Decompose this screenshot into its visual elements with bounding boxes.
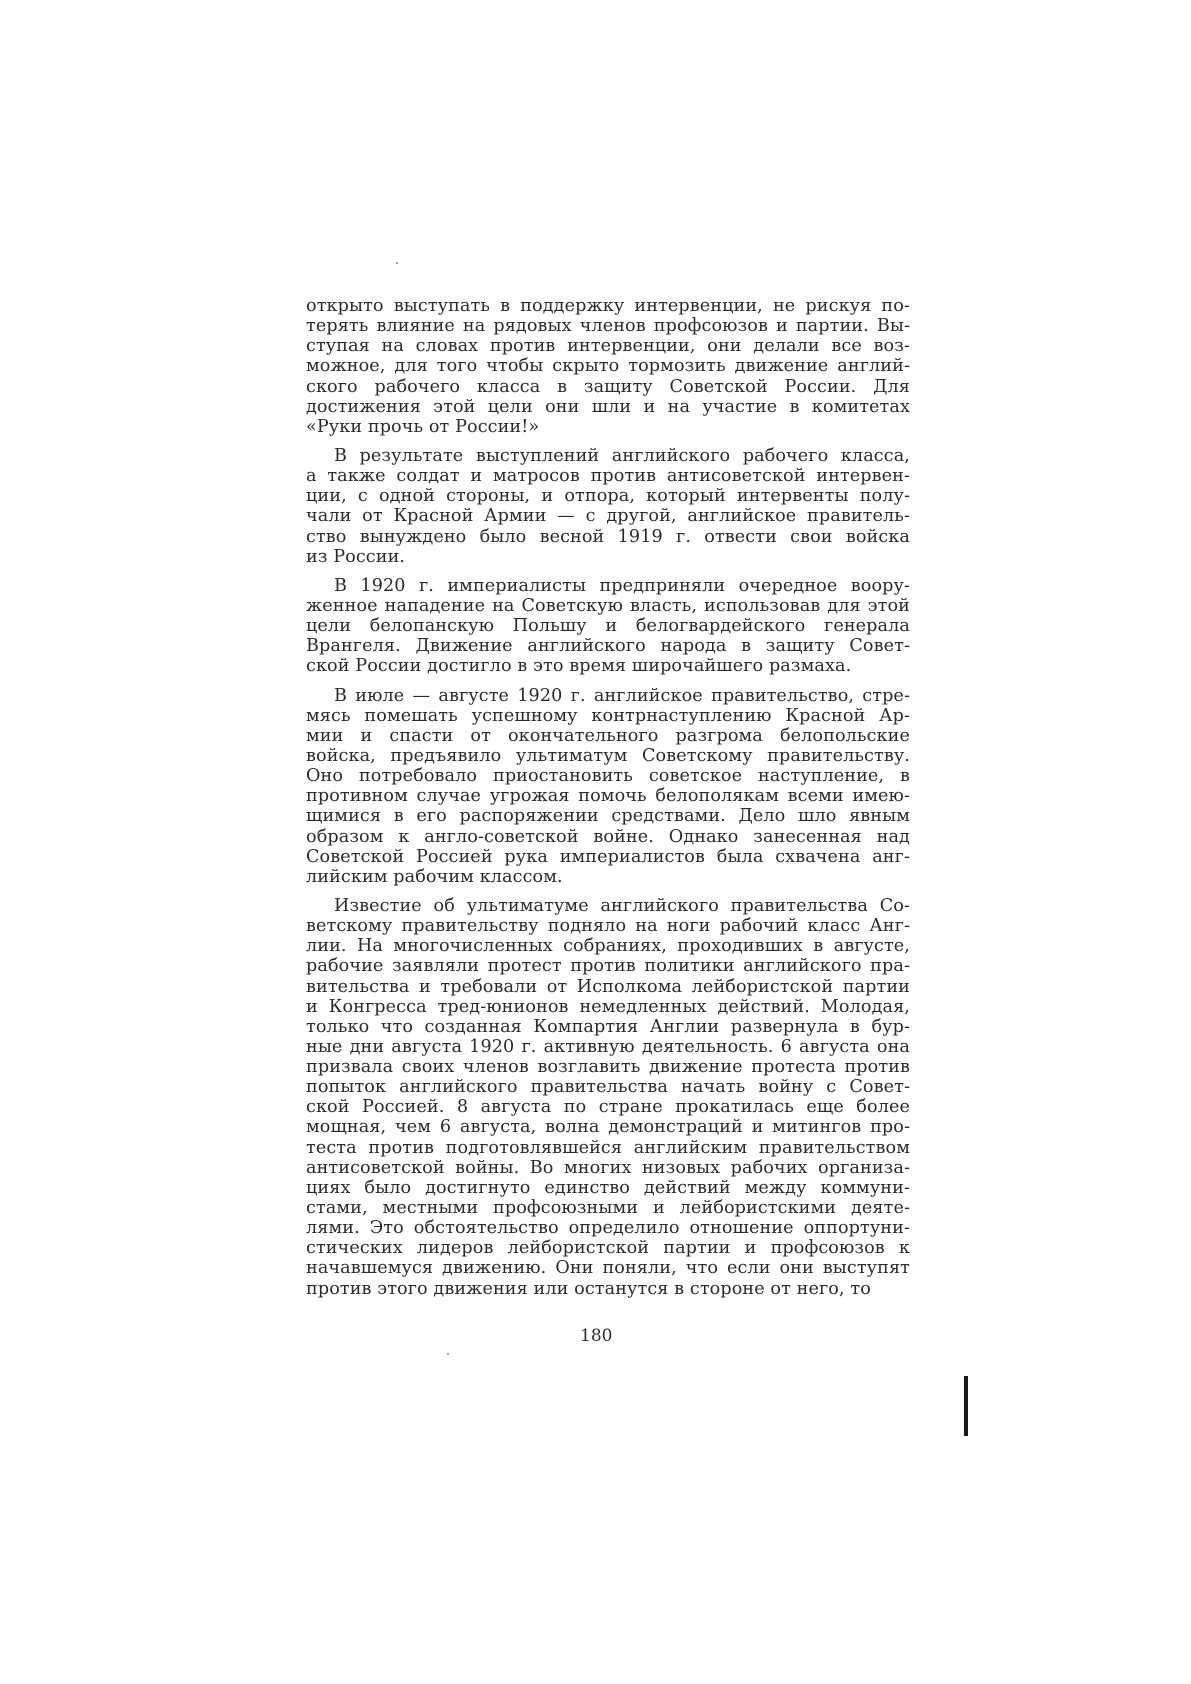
text-line: Советской Россией рука империалистов была схвачена анг- <box>306 846 910 867</box>
text-line: терять влияние на рядовых членов профсоюзов и партии. Вы- <box>306 316 910 337</box>
text-line: только что созданная Компартия Англии развернула в бур- <box>306 1016 910 1037</box>
text-line: лийским рабочим классом. <box>306 866 563 887</box>
paragraph <box>306 896 910 1299</box>
text-line: а также солдат и матросов против антисоветской интервен- <box>306 466 910 487</box>
body-text <box>306 296 910 1299</box>
text-line: ского рабочего класса в защиту Советской России. Для <box>306 376 910 397</box>
text-line: против этого движения или останутся в стороне от него, то <box>306 1278 871 1299</box>
paragraph-gap <box>306 677 910 686</box>
speck-mark <box>396 262 398 264</box>
text-line: рабочие заявляли протест против политики английского пра- <box>306 956 910 977</box>
scan-edge-mark <box>964 1376 968 1436</box>
text-line: антисоветской войны. Во многих низовых рабочих организа- <box>306 1157 910 1178</box>
paragraph-gap <box>306 437 910 446</box>
text-line: мии и спасти от окончательного разгрома белопольские <box>306 725 910 746</box>
text-line: вительства и требовали от Исполкома лейбористской партии <box>306 976 910 997</box>
text-line: стических лидеров лейбористской партии и профсоюзов к <box>306 1238 910 1259</box>
text-line: В 1920 г. империалисты предприняли очередное воору- <box>334 575 910 596</box>
text-line: мясь помешать успешному контрнаступлению Красной Ар- <box>306 705 910 726</box>
text-line: Врангеля. Движение английского народа в защиту Совет- <box>306 636 910 657</box>
text-line: щимися в его распоряжении средствами. Дело шло явным <box>306 806 910 827</box>
paragraph <box>306 446 910 567</box>
paragraph <box>306 296 910 437</box>
paragraph-gap <box>306 567 910 576</box>
text-line: циях было достигнуто единство действий между коммуни- <box>306 1177 910 1198</box>
page-number: 180 <box>580 1326 613 1346</box>
text-line: Оно потребовало приостановить советское наступление, в <box>306 766 910 787</box>
text-line: ветскому правительству подняло на ноги рабочий класс Анг- <box>306 916 910 937</box>
text-line: мощная, чем 6 августа, волна демонстраций и митингов про- <box>306 1117 910 1138</box>
text-line: открыто выступать в поддержку интервенции, не рискуя по- <box>306 296 910 316</box>
text-line: образом к англо-советской войне. Однако занесенная над <box>306 826 910 847</box>
text-line: можное, для того чтобы скрыто тормозить движение англий- <box>306 356 910 377</box>
text-line: ство вынуждено было весной 1919 г. отвести свои войска <box>306 526 910 547</box>
paragraph <box>306 686 910 887</box>
text-line: цели белопанскую Польшу и белогвардейского генерала <box>306 616 910 637</box>
text-line: чали от Красной Армии — с другой, английское правитель- <box>306 506 910 527</box>
text-line: и Конгресса тред-юнионов немедленных действий. Молодая, <box>306 996 910 1017</box>
text-line: ные дни августа 1920 г. активную деятельность. 6 августа она <box>306 1036 910 1057</box>
text-line: достижения этой цели они шли и на участие в комитетах <box>306 396 910 417</box>
text-line: ской Россией. 8 августа по стране прокатилась еще более <box>306 1097 910 1118</box>
text-line: Известие об ультиматуме английского правительства Со- <box>334 895 910 916</box>
text-line: войска, предъявило ультиматум Советскому правительству. <box>306 745 910 766</box>
text-line: ской России достигло в это время широчайшего размаха. <box>306 656 852 677</box>
text-line: стами, местными профсоюзными и лейбористскими деяте- <box>306 1198 910 1219</box>
text-line: теста против подготовлявшейся английским правительством <box>306 1137 910 1158</box>
text-line: призвала своих членов возглавить движение протеста против <box>306 1057 910 1078</box>
text-line: начавшемуся движению. Они поняли, что если они выступят <box>306 1258 910 1279</box>
text-line: попыток английского правительства начать войну с Совет- <box>306 1077 910 1098</box>
text-line: из России. <box>306 546 406 567</box>
text-line: В результате выступлений английского рабочего класса, <box>334 445 910 466</box>
text-line: лями. Это обстоятельство определило отношение оппортуни- <box>306 1218 910 1239</box>
text-line: женное нападение на Советскую власть, использовав для этой <box>306 595 910 616</box>
text-line: ции, с одной стороны, и отпора, который интервенты полу- <box>306 486 910 507</box>
text-line: ступая на словах против интервенции, они делали все воз- <box>306 336 910 357</box>
paragraph <box>306 576 910 677</box>
paragraph-gap <box>306 887 910 896</box>
text-line: «Руки прочь от России!» <box>306 416 540 437</box>
text-line: В июле — августе 1920 г. английское правительство, стре- <box>334 685 910 706</box>
text-line: лии. На многочисленных собраниях, проходивших в августе, <box>306 936 910 957</box>
speck-mark <box>447 1353 449 1355</box>
text-line: противном случае угрожая помочь белополякам всеми имею- <box>306 786 910 807</box>
